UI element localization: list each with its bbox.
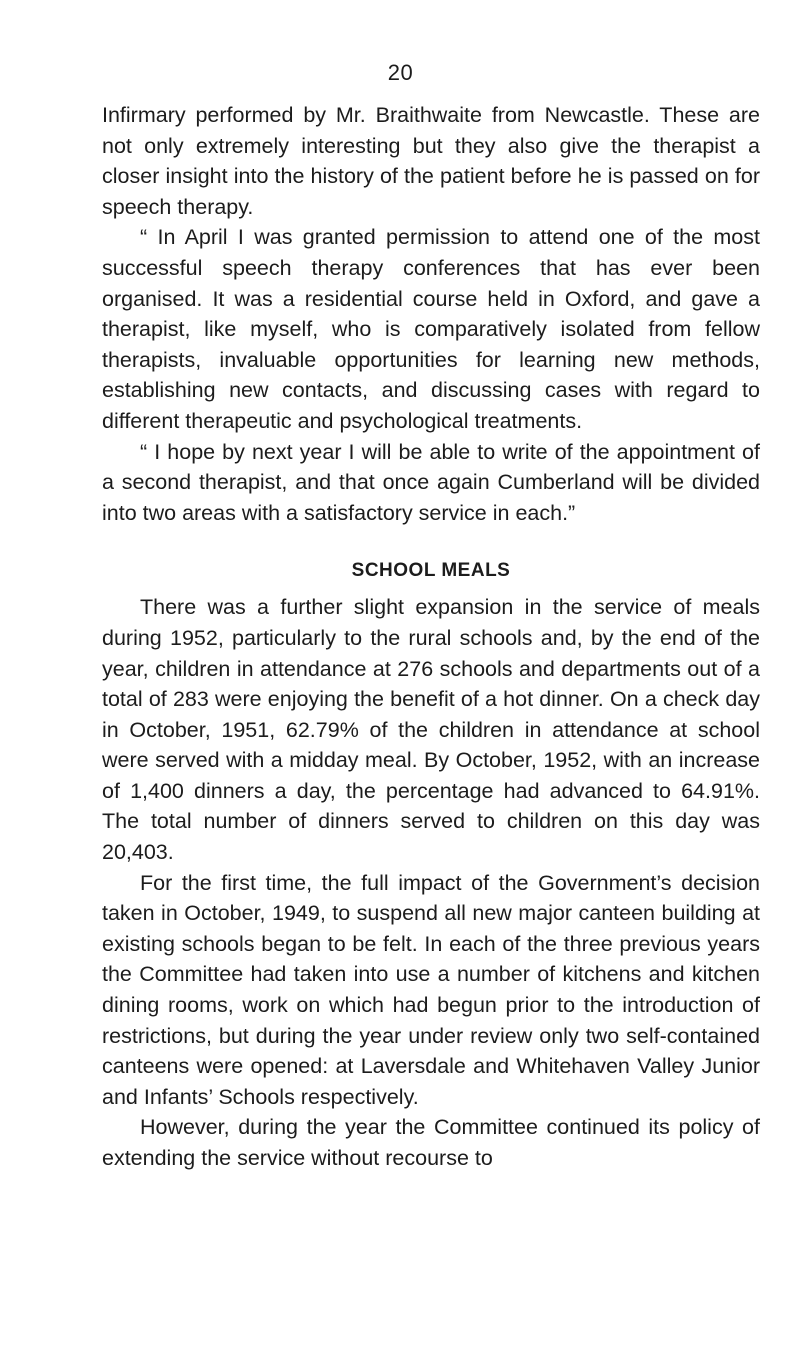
paragraph-speech-therapy-conference: “ In April I was granted permission to attend one of the most successful speech therapy conferences that has ever been organised. It was a residential course held in Oxford, and gave a therapist, like myself, who is comparatively isolated from fellow therapists, invaluable opportunities for learning new methods, establishing new contacts, and discussing cases with regard to different therapeutic and psychological treatments. bbox=[102, 225, 760, 433]
paragraph-second-therapist: “ I hope by next year I will be able to write of the appointment of a second therapist, and that once again Cumberland will be divided into two areas with a satisfactory service in each.” bbox=[102, 439, 760, 525]
paragraph-continuation: Infirmary performed by Mr. Braithwaite from Newcastle. These are not only extremely interesting but they also give the therapist a closer insight into the history of the patient before he is passed on for speech therapy. bbox=[102, 103, 760, 219]
body-text bbox=[102, 100, 760, 1174]
paragraph-policy: However, during the year the Committee continued its policy of extending the service without recourse to bbox=[102, 1115, 760, 1170]
section-heading-school-meals: SCHOOL MEALS bbox=[351, 560, 511, 582]
paragraph-canteen-building: For the first time, the full impact of the Government’s decision taken in October, 1949, to suspend all new major canteen building at existing schools began to be felt. In each of the three previous years the Committee had taken into use a number of kitchens and kitchen dining rooms, work on which had begun prior to the introduction of restrictions, but during the year under review only two self-contained canteens were opened: at Laversdale and Whitehaven Valley Junior and Infants’ Schools respectively. bbox=[102, 870, 760, 1109]
paragraph-meals-expansion: There was a further slight expansion in the service of meals during 1952, particularly to the rural schools and, by the end of the year, children in attendance at 276 schools and departments out of a total of 283 were enjoying the benefit of a hot dinner. On a check day in October, 1951, 62.79% of the children in attendance at school were served with a midday meal. By October, 1952, with an increase of 1,400 dinners a day, the percentage had advanced to 64.91%. The total number of dinners served to children on this day was 20,403. bbox=[102, 595, 760, 865]
page-number: 20 bbox=[387, 60, 414, 85]
